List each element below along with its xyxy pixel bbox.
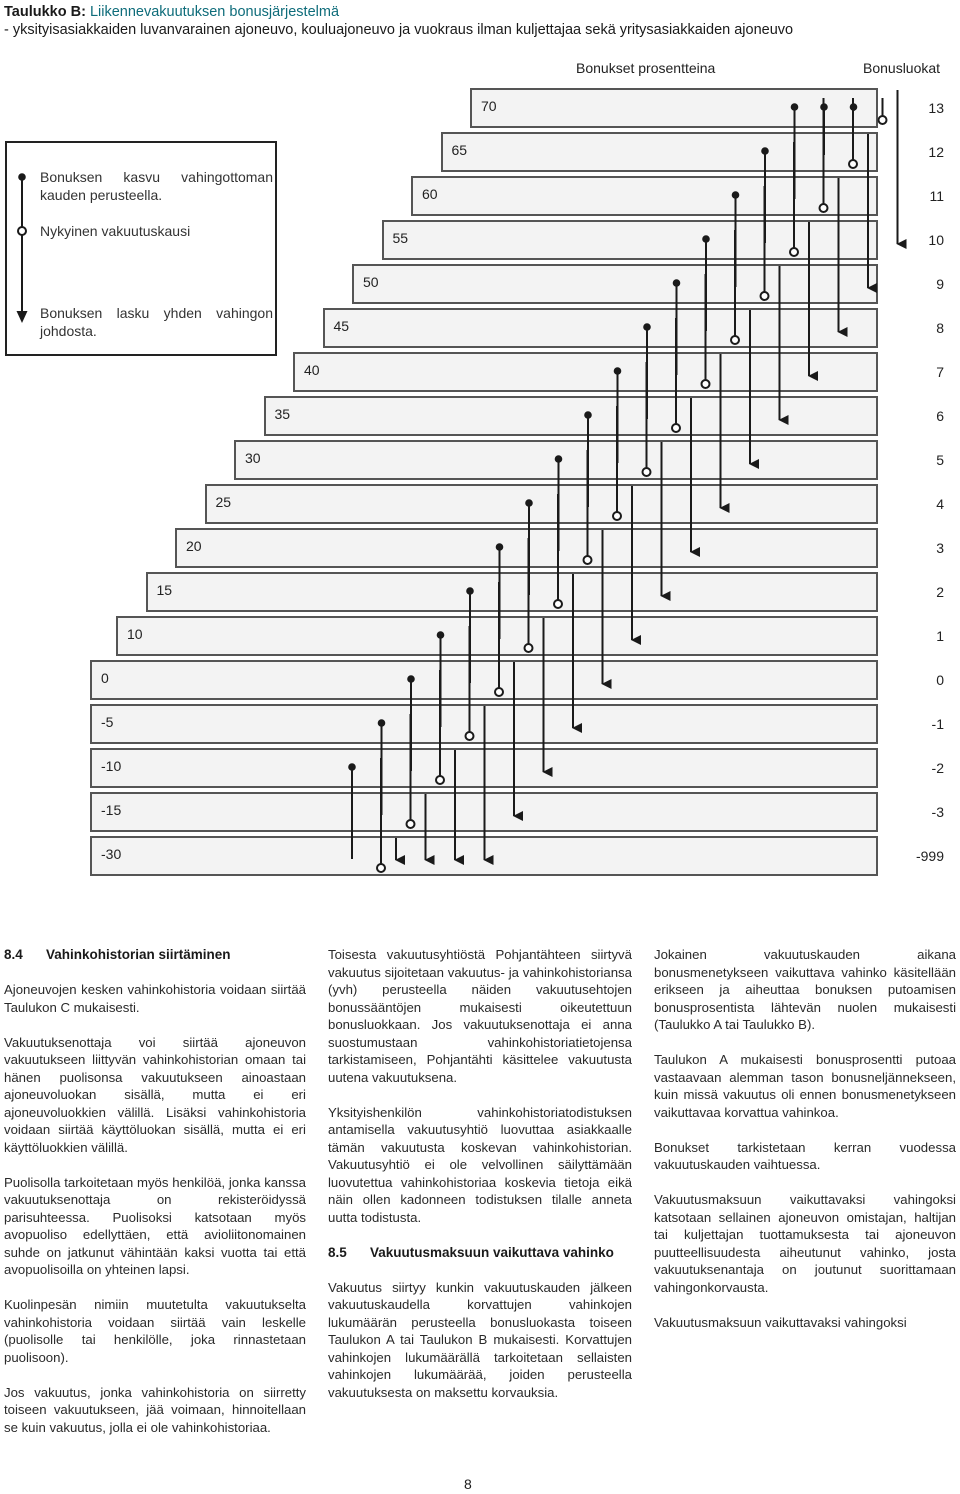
column-1 <box>4 946 306 1454</box>
legend-current-text: Nykyinen vakuutuskausi <box>40 223 191 239</box>
increase-end-dot <box>614 367 622 375</box>
current-class-marker <box>495 688 503 696</box>
current-class-marker <box>554 600 562 608</box>
increase-end-dot <box>584 411 592 419</box>
class-label: 5 <box>936 452 944 468</box>
increase-end-dot <box>348 763 356 771</box>
class-label: 13 <box>928 100 944 116</box>
current-class-marker <box>407 820 415 828</box>
increase-end-dot <box>673 279 681 287</box>
increase-end-dot <box>525 499 533 507</box>
increase-end-dot <box>820 103 828 111</box>
current-class-marker <box>613 512 621 520</box>
current-class-marker <box>525 644 533 652</box>
percent-label: 10 <box>127 626 143 642</box>
current-class-marker <box>584 556 592 564</box>
class-label: 7 <box>936 364 944 380</box>
percent-label: -30 <box>101 846 122 862</box>
class-label: 10 <box>928 232 944 248</box>
current-class-marker <box>643 468 651 476</box>
increase-end-dot <box>732 191 740 199</box>
current-class-marker <box>672 424 680 432</box>
increase-end-dot <box>850 103 858 111</box>
section-8-4-heading: 8.4 Vahinkohistorian siirtäminen <box>4 947 231 962</box>
diagram-legend <box>5 141 277 356</box>
column-2 <box>328 946 632 1419</box>
class-label: 11 <box>929 188 944 204</box>
class-label: 12 <box>928 144 944 160</box>
percent-label: -5 <box>101 714 114 730</box>
class-label: 1 <box>936 628 944 644</box>
class-label: -2 <box>931 760 944 776</box>
class-label: 0 <box>936 672 944 688</box>
class-label: 4 <box>936 496 944 512</box>
current-class-marker <box>731 336 739 344</box>
legend-arrow-icon <box>7 143 37 358</box>
class-label: -999 <box>915 848 944 864</box>
paragraph: Yksityishenkilön vahinkohistoriatodistuksen antamisella vakuutusyhtiö luovuttaa asiakkaalle tämän vakuutusta koskevan vahinkohistorian. Vakuutusyhtiö ei ole velvollinen säilyttämään luovutettua vahinkohistoriaa koskevia tietoja eikä näin ollen kadonneen todistuksen tilalle anneta uutta todistusta. <box>328 1104 632 1225</box>
increase-end-dot <box>761 147 769 155</box>
paragraph: Bonukset tarkistetaan kerran vuodessa vakuutuskauden vaihtuessa. <box>654 1139 956 1172</box>
percent-label: 40 <box>304 362 320 378</box>
increase-end-dot <box>555 455 563 463</box>
percent-label: 15 <box>156 582 173 598</box>
class-label: 9 <box>936 276 944 292</box>
paragraph: Jos vakuutus, jonka vahinkohistoria on siirretty toiseen vakuutukseen, jää voimaan, hinnoitellaan se kuin vakuutus, jolla ei ole vahinkohistoriaa. <box>4 1384 306 1435</box>
table-title-text: Liikennevakuutuksen bonusjärjestelmä <box>89 4 340 20</box>
current-class-marker <box>879 116 887 124</box>
increase-end-dot <box>791 103 799 111</box>
percent-label: 70 <box>481 98 497 114</box>
paragraph: Puolisolla tarkoitetaan myös henkilöä, jonka kanssa vakuutuksenottaja on rekisteröidyssä parisuhteessa. Puolisoksi katsotaan myös avopuoliso edellyttäen, että avioliitonomainen suhde on jatkunut vähintään kaksi vuotta tai että avopuolisoilla on yhteinen lapsi. <box>4 1174 306 1277</box>
class-label: -3 <box>931 804 944 820</box>
percent-label: 50 <box>363 274 379 290</box>
paragraph: Vakuutus siirtyy kunkin vakuutuskauden jälkeen vakuutuskaudella korvattujen vahinkojen lukumäärän perusteella bonusluokasta toiseen Taulukon A tai Taulukon B mukaisesti. Korvattujen vahinkojen lukumäärällä tarkoitetaan sellaisten vahinkojen lukumäärää, joiden perusteella vakuutuksesta on maksettu korvauksia. <box>328 1279 632 1400</box>
current-class-marker <box>820 204 828 212</box>
class-label: -1 <box>931 716 944 732</box>
percent-label: 35 <box>274 406 291 422</box>
increase-end-dot <box>466 587 474 595</box>
percent-label: -15 <box>101 802 122 818</box>
legend-increase-text: Bonuksen kasvu vahingottoman kauden perusteella. <box>40 169 273 203</box>
percent-label: 30 <box>245 450 261 466</box>
percent-label: 0 <box>101 670 109 686</box>
current-class-marker <box>466 732 474 740</box>
table-subtitle: - yksityisasiakkaiden luvanvarainen ajoneuvo, kouluajoneuvo ja vuokraus ilman kuljettajaa sekä yritysasiakkaiden ajoneuvo <box>4 22 794 38</box>
increase-end-dot <box>643 323 651 331</box>
class-label: 6 <box>936 408 944 424</box>
percent-label: 55 <box>392 230 409 246</box>
paragraph: Jokainen vakuutuskauden aikana bonusmenetykseen vaikuttava vahinko käsitellään erikseen ja aiheuttaa bonuksen putoamisen bonusprosentista lähtevän nuolen mukaisesti (Taulukko A tai Taulukko B). <box>654 947 956 1032</box>
column-3 <box>654 946 956 1349</box>
current-class-marker <box>702 380 710 388</box>
current-class-marker <box>761 292 769 300</box>
current-class-marker <box>849 160 857 168</box>
percent-label: 45 <box>333 318 350 334</box>
paragraph: Kuolinpesän nimiin muutetulta vakuutukselta vahinkohistoria voidaan siirtää vain leskelle (puolisolle tai henkilölle, joka rinnastetaan puolisoon). <box>4 1297 306 1365</box>
percent-column-header: Bonukset prosentteina <box>576 60 716 76</box>
class-column-header: Bonusluokat <box>863 60 941 76</box>
percent-label: 60 <box>422 186 438 202</box>
class-label: 8 <box>936 320 944 336</box>
paragraph: Ajoneuvojen kesken vahinkohistoria voidaan siirtää Taulukon C mukaisesti. <box>4 982 306 1015</box>
percent-label: 25 <box>215 494 232 510</box>
section-8-5-heading: 8.5 Vakuutusmaksuun vaikuttava vahinko <box>328 1244 614 1260</box>
increase-end-dot <box>407 675 415 683</box>
current-class-marker <box>377 864 385 872</box>
increase-end-dot <box>437 631 445 639</box>
paragraph: Vakuutusmaksuun vaikuttavaksi vahingoksi katsotaan sellainen ajoneuvon omistajan, haltijan tai kuljettajan tuottamuksesta tai ajoneuvon puutteellisuudesta aiheutunut vahinko, josta vakuutuksenantaja on joutunut suorittamaan vahingonkorvausta. <box>654 1192 956 1295</box>
page-number: 8 <box>464 1476 472 1492</box>
paragraph: Taulukon A mukaisesti bonusprosentti putoaa vastaavaan alemman tason bonusneljännekseen, kuin missä vakuutus oli ennen bonusmenetykseen vaikuttavaa korvattua vahinkoa. <box>654 1052 956 1120</box>
paragraph: Vakuutusmaksuun vaikuttavaksi vahingoksi <box>654 1314 907 1330</box>
class-label: 3 <box>936 540 944 556</box>
current-class-marker <box>436 776 444 784</box>
paragraph: Toisesta vakuutusyhtiöstä Pohjantähteen siirtyvä vakuutus sijoitetaan vakuutus- ja vahinkohistoriansa (yvh) perusteella näiden vakuutusehtojen bonussääntöjen mukaisesti oikeutettuun bonusluokkaan. Jos vakuutuksenottaja ei anna suostumustaan vahinkohistoriatietojensa tarkistamiseen, Pohjantähti käsittelee vakuutusta uutena vakuutuksena. <box>328 947 632 1085</box>
percent-label: -10 <box>101 758 122 774</box>
percent-label: 65 <box>451 142 468 158</box>
table-title <box>4 3 339 21</box>
legend-decrease-text: Bonuksen lasku yhden vahingon johdosta. <box>40 305 273 339</box>
current-class-marker <box>790 248 798 256</box>
increase-end-dot <box>378 719 386 727</box>
table-title-label: Taulukko B: <box>4 4 86 20</box>
percent-label: 20 <box>186 538 202 554</box>
increase-end-dot <box>702 235 710 243</box>
paragraph: Vakuutuksenottaja voi siirtää ajoneuvon vakuutukseen liittyvän vahinkohistorian omaan tai hänen puolisonsa vakuutukseen ainoastaan ajoneuvoluokan sisällä, mutta ei eri ajoneuvoluokkien välillä. Lisäksi vahinkohistoria voidaan siirtää käyttöluokan sisällä, mutta ei eri käyttöluokkien välillä. <box>4 1034 306 1155</box>
class-label: 2 <box>936 584 944 600</box>
increase-end-dot <box>496 543 504 551</box>
